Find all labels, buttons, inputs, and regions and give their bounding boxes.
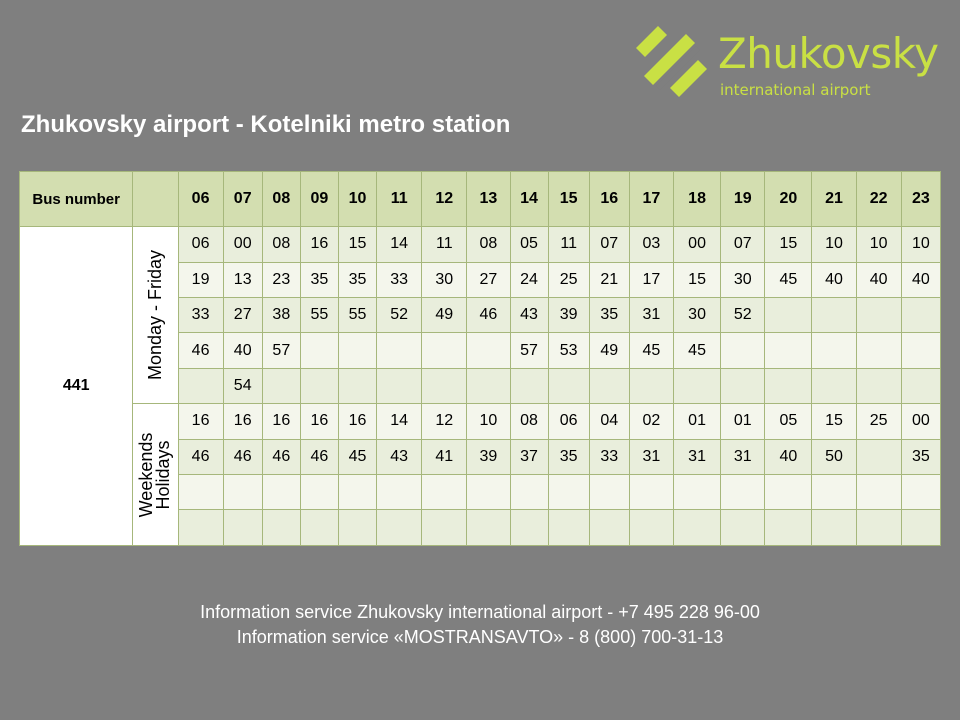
- minute-cell: [856, 368, 901, 403]
- minute-cell: 57: [262, 333, 300, 368]
- minute-cell: [765, 333, 812, 368]
- minute-cell: 40: [856, 262, 901, 297]
- minute-cell: 19: [178, 262, 223, 297]
- minute-cell: [721, 475, 765, 510]
- minute-cell: 00: [223, 227, 262, 262]
- minute-cell: 35: [300, 262, 338, 297]
- period-label-cell: [133, 227, 178, 404]
- minute-cell: [338, 510, 376, 546]
- minute-cell: [629, 510, 673, 546]
- minute-cell: [589, 475, 629, 510]
- minute-cell: 55: [338, 298, 376, 333]
- minute-cell: 15: [338, 227, 376, 262]
- minute-cell: [765, 510, 812, 546]
- minute-cell: 16: [178, 404, 223, 439]
- minute-cell: 39: [548, 298, 589, 333]
- hour-header-17: 17: [629, 172, 673, 227]
- minute-cell: [467, 475, 510, 510]
- hour-header-15: 15: [548, 172, 589, 227]
- minute-cell: 31: [629, 439, 673, 474]
- minute-cell: 16: [300, 404, 338, 439]
- minute-cell: [178, 510, 223, 546]
- hour-header-23: 23: [901, 172, 940, 227]
- period-label-line: Weekends: [136, 432, 157, 517]
- minute-cell: 23: [262, 262, 300, 297]
- minute-cell: [589, 510, 629, 546]
- minute-cell: 00: [674, 227, 721, 262]
- zhukovsky-logo-mark-icon: [636, 26, 710, 98]
- hour-header-08: 08: [262, 172, 300, 227]
- minute-cell: 35: [589, 298, 629, 333]
- minute-cell: 07: [721, 227, 765, 262]
- timetable-header-row: [20, 172, 941, 227]
- minute-cell: 52: [377, 298, 422, 333]
- hour-header-21: 21: [812, 172, 856, 227]
- minute-cell: [467, 510, 510, 546]
- minute-cell: [178, 368, 223, 403]
- minute-cell: 33: [178, 298, 223, 333]
- minute-cell: [589, 368, 629, 403]
- minute-cell: [178, 475, 223, 510]
- minute-cell: 40: [812, 262, 856, 297]
- hour-header-12: 12: [422, 172, 467, 227]
- minute-cell: [548, 475, 589, 510]
- minute-cell: [856, 333, 901, 368]
- minute-cell: 00: [901, 404, 940, 439]
- minute-cell: 45: [765, 262, 812, 297]
- timetable: [19, 171, 941, 546]
- minute-cell: 04: [589, 404, 629, 439]
- minute-cell: [548, 368, 589, 403]
- minute-cell: 01: [721, 404, 765, 439]
- minute-cell: [812, 298, 856, 333]
- minute-cell: 57: [510, 333, 548, 368]
- minute-cell: [856, 439, 901, 474]
- minute-cell: 33: [589, 439, 629, 474]
- hour-header-20: 20: [765, 172, 812, 227]
- minute-cell: 11: [422, 227, 467, 262]
- minute-cell: [901, 333, 940, 368]
- minute-cell: 08: [510, 404, 548, 439]
- minute-cell: [262, 475, 300, 510]
- minute-cell: [674, 368, 721, 403]
- minute-cell: 40: [223, 333, 262, 368]
- minute-cell: 12: [422, 404, 467, 439]
- minute-cell: [338, 475, 376, 510]
- footer-airport-info: Information service Zhukovsky international airport - +7 495 228 96-00: [200, 602, 760, 622]
- minute-cell: 14: [377, 404, 422, 439]
- minute-cell: [223, 510, 262, 546]
- period-label-cell: [133, 404, 178, 546]
- minute-cell: 52: [721, 298, 765, 333]
- minute-cell: 08: [262, 227, 300, 262]
- hour-header-11: 11: [377, 172, 422, 227]
- minute-cell: 17: [629, 262, 673, 297]
- hour-header-14: 14: [510, 172, 548, 227]
- minute-cell: 16: [300, 227, 338, 262]
- minute-cell: [223, 475, 262, 510]
- minute-cell: 02: [629, 404, 673, 439]
- minute-cell: 27: [223, 298, 262, 333]
- minute-cell: [856, 298, 901, 333]
- minute-cell: 45: [338, 439, 376, 474]
- minute-cell: 46: [467, 298, 510, 333]
- minute-cell: [901, 475, 940, 510]
- minute-cell: 21: [589, 262, 629, 297]
- minute-cell: [422, 368, 467, 403]
- minute-cell: 46: [262, 439, 300, 474]
- minute-cell: 46: [178, 333, 223, 368]
- minute-cell: 43: [377, 439, 422, 474]
- minute-cell: 15: [812, 404, 856, 439]
- hour-header-16: 16: [589, 172, 629, 227]
- minute-cell: [856, 475, 901, 510]
- minute-cell: 30: [721, 262, 765, 297]
- minute-cell: [812, 368, 856, 403]
- minute-cell: 01: [674, 404, 721, 439]
- minute-cell: 27: [467, 262, 510, 297]
- minute-cell: [300, 368, 338, 403]
- footer-mostransavto-info: Information service «MOSTRANSAVTO» - 8 (800) 700-31-13: [236, 627, 724, 647]
- period-label: [138, 432, 172, 517]
- minute-cell: 07: [589, 227, 629, 262]
- minute-cell: 14: [377, 227, 422, 262]
- page-title: Zhukovsky airport - Kotelniki metro station: [21, 111, 511, 138]
- logo-name: Zhukovsky: [718, 29, 939, 78]
- minute-cell: 05: [765, 404, 812, 439]
- minute-cell: [721, 333, 765, 368]
- minute-cell: 11: [548, 227, 589, 262]
- minute-cell: [377, 333, 422, 368]
- hour-header-18: 18: [674, 172, 721, 227]
- minute-cell: [674, 475, 721, 510]
- bus-number-header: Bus number: [20, 172, 133, 227]
- minute-cell: [856, 510, 901, 546]
- minute-cell: 10: [467, 404, 510, 439]
- minute-cell: [901, 368, 940, 403]
- minute-cell: 30: [674, 298, 721, 333]
- airport-logo: [636, 26, 946, 102]
- minute-cell: [300, 475, 338, 510]
- minute-cell: [300, 510, 338, 546]
- minute-cell: [721, 510, 765, 546]
- minute-cell: 25: [856, 404, 901, 439]
- minute-cell: [467, 368, 510, 403]
- minute-cell: [812, 475, 856, 510]
- minute-cell: [422, 333, 467, 368]
- minute-cell: 24: [510, 262, 548, 297]
- minute-cell: 45: [674, 333, 721, 368]
- minute-cell: [338, 368, 376, 403]
- minute-cell: [765, 475, 812, 510]
- bus-number: 441: [20, 227, 133, 546]
- minute-cell: 03: [629, 227, 673, 262]
- timetable-row: [20, 227, 941, 262]
- minute-cell: [629, 368, 673, 403]
- minute-cell: 16: [262, 404, 300, 439]
- logo-subtitle: international airport: [720, 81, 871, 99]
- minute-cell: [510, 475, 548, 510]
- minute-cell: [674, 510, 721, 546]
- minute-cell: 31: [721, 439, 765, 474]
- minute-cell: 06: [548, 404, 589, 439]
- minute-cell: [765, 368, 812, 403]
- timetable-row: [20, 404, 941, 439]
- minute-cell: 46: [178, 439, 223, 474]
- minute-cell: 10: [812, 227, 856, 262]
- minute-cell: 30: [422, 262, 467, 297]
- minute-cell: 06: [178, 227, 223, 262]
- minute-cell: 55: [300, 298, 338, 333]
- hour-header-13: 13: [467, 172, 510, 227]
- hour-header-09: 09: [300, 172, 338, 227]
- minute-cell: 05: [510, 227, 548, 262]
- minute-cell: 31: [674, 439, 721, 474]
- hour-header-10: 10: [338, 172, 376, 227]
- period-header-empty: [133, 172, 178, 227]
- minute-cell: 46: [223, 439, 262, 474]
- minute-cell: 08: [467, 227, 510, 262]
- hour-header-07: 07: [223, 172, 262, 227]
- minute-cell: 25: [548, 262, 589, 297]
- minute-cell: 15: [765, 227, 812, 262]
- minute-cell: 45: [629, 333, 673, 368]
- minute-cell: 49: [422, 298, 467, 333]
- period-label-line: Holidays: [153, 440, 174, 510]
- minute-cell: 40: [765, 439, 812, 474]
- minute-cell: 13: [223, 262, 262, 297]
- minute-cell: 49: [589, 333, 629, 368]
- minute-cell: 16: [223, 404, 262, 439]
- minute-cell: [300, 333, 338, 368]
- minute-cell: [467, 333, 510, 368]
- minute-cell: [338, 333, 376, 368]
- minute-cell: [510, 510, 548, 546]
- minute-cell: [510, 368, 548, 403]
- minute-cell: [812, 510, 856, 546]
- minute-cell: [901, 510, 940, 546]
- minute-cell: 43: [510, 298, 548, 333]
- minute-cell: 15: [674, 262, 721, 297]
- minute-cell: [629, 475, 673, 510]
- minute-cell: 41: [422, 439, 467, 474]
- minute-cell: 35: [548, 439, 589, 474]
- minute-cell: [812, 333, 856, 368]
- minute-cell: 37: [510, 439, 548, 474]
- minute-cell: [422, 510, 467, 546]
- minute-cell: [721, 368, 765, 403]
- minute-cell: 38: [262, 298, 300, 333]
- hour-header-06: 06: [178, 172, 223, 227]
- minute-cell: 31: [629, 298, 673, 333]
- minute-cell: [377, 510, 422, 546]
- hour-header-19: 19: [721, 172, 765, 227]
- minute-cell: 35: [901, 439, 940, 474]
- minute-cell: [548, 510, 589, 546]
- minute-cell: [422, 475, 467, 510]
- minute-cell: 35: [338, 262, 376, 297]
- minute-cell: [765, 298, 812, 333]
- minute-cell: 16: [338, 404, 376, 439]
- minute-cell: [377, 475, 422, 510]
- period-label: Monday - Friday: [145, 250, 166, 381]
- minute-cell: 10: [856, 227, 901, 262]
- minute-cell: 33: [377, 262, 422, 297]
- hour-header-22: 22: [856, 172, 901, 227]
- minute-cell: [377, 368, 422, 403]
- minute-cell: 40: [901, 262, 940, 297]
- minute-cell: 10: [901, 227, 940, 262]
- minute-cell: 53: [548, 333, 589, 368]
- minute-cell: 50: [812, 439, 856, 474]
- minute-cell: [262, 368, 300, 403]
- minute-cell: 54: [223, 368, 262, 403]
- minute-cell: [901, 298, 940, 333]
- minute-cell: [262, 510, 300, 546]
- minute-cell: 46: [300, 439, 338, 474]
- minute-cell: 39: [467, 439, 510, 474]
